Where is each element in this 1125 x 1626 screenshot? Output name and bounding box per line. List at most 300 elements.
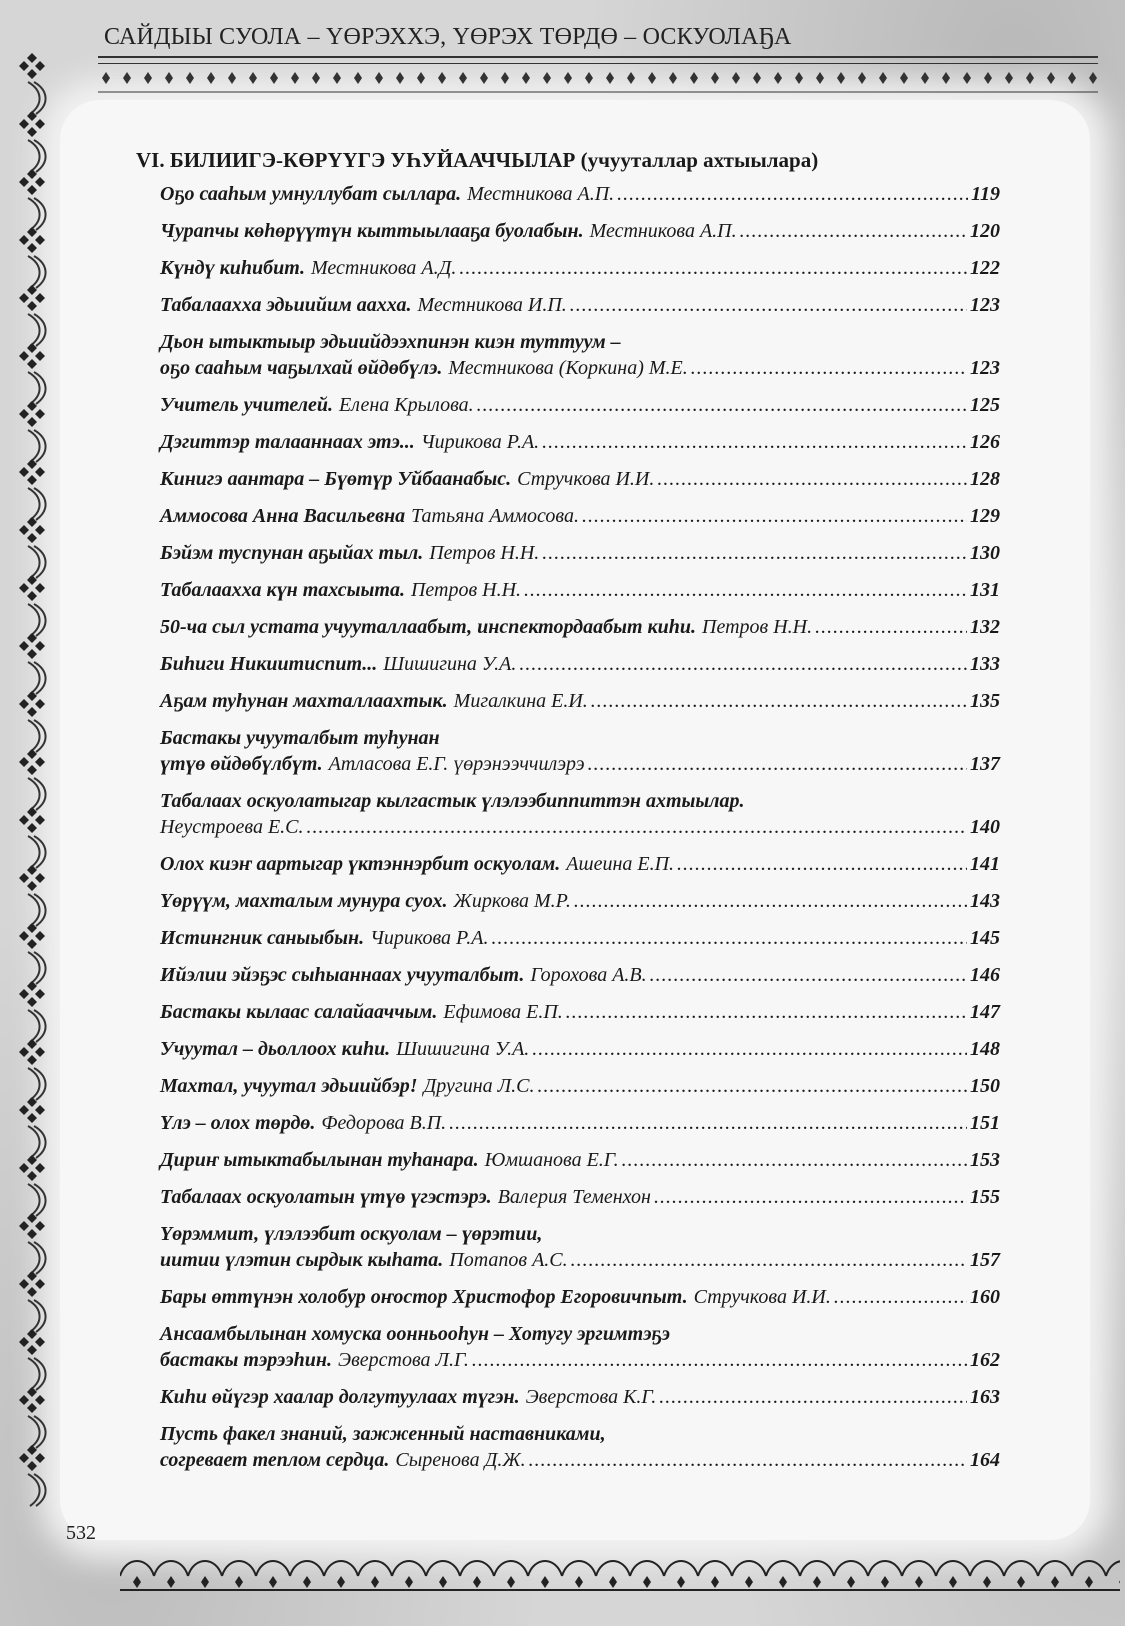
section-heading bbox=[136, 148, 1000, 173]
ornament-diamond bbox=[270, 72, 278, 84]
toc-entry-title: Олох киэҥ аартыгар үктэннэрбит оскуолам. bbox=[160, 853, 561, 875]
ornament-cluster bbox=[19, 1329, 46, 1390]
toc-entry bbox=[136, 1384, 1000, 1421]
toc-entry-author: Стручкова И.И. bbox=[517, 468, 655, 490]
ornament-cluster bbox=[19, 1271, 46, 1332]
toc-entry bbox=[136, 329, 1000, 392]
toc-entry-line bbox=[136, 1347, 1000, 1373]
ornament-cluster bbox=[19, 1387, 46, 1448]
dot-leader bbox=[492, 925, 968, 951]
toc-entry bbox=[136, 577, 1000, 614]
toc-entry-page: 133 bbox=[970, 653, 1000, 675]
toc-entry-line bbox=[136, 962, 1000, 988]
toc-entry-author: Другина Л.С. bbox=[423, 1075, 535, 1097]
toc-entry bbox=[136, 466, 1000, 503]
ornament-cluster bbox=[19, 865, 46, 926]
toc-entry-page: 162 bbox=[970, 1349, 1000, 1371]
ornament-arc bbox=[188, 1561, 222, 1576]
ornament-arc bbox=[1038, 1561, 1072, 1576]
toc-entry-line bbox=[136, 688, 1000, 714]
toc-entry bbox=[136, 392, 1000, 429]
dot-leader bbox=[472, 1347, 967, 1373]
ornament-cluster bbox=[19, 111, 46, 172]
toc-entry-line bbox=[136, 392, 1000, 418]
toc-entry-title: Кинигэ аантара – Бүөтүр Уйбаанабыс. bbox=[160, 468, 512, 490]
ornament-diamond bbox=[984, 72, 992, 84]
ornament-diamond bbox=[921, 72, 929, 84]
toc-entry-author: Местникова А.Д. bbox=[311, 257, 457, 279]
ornament-diamond bbox=[753, 72, 761, 84]
ornament-arc bbox=[834, 1561, 868, 1576]
toc-entry bbox=[136, 1421, 1000, 1484]
toc-entry-title: Бэйэм туспунан аҕыйах тыл. bbox=[160, 542, 424, 564]
toc-entry bbox=[136, 1147, 1000, 1184]
ornament-arc bbox=[324, 1561, 358, 1576]
toc-entry-title: үтүө өйдөбүлбүт. bbox=[160, 753, 323, 775]
page-number: 532 bbox=[66, 1522, 96, 1544]
ornament-arc bbox=[936, 1561, 970, 1576]
toc-entry-page: 151 bbox=[970, 1112, 1000, 1134]
ornament-cluster bbox=[19, 1039, 46, 1100]
toc-entry-title: Аҕам туһунан махталлаахтык. bbox=[160, 690, 448, 712]
toc-entry-title: оҕо сааһым чаҕылхай өйдөбүлэ. bbox=[160, 357, 443, 379]
dot-leader bbox=[566, 999, 967, 1025]
toc-entry-title-line: Бастакы учууталбыт туһунан bbox=[160, 727, 440, 749]
dot-leader bbox=[542, 540, 967, 566]
toc-entry-page: 153 bbox=[970, 1149, 1000, 1171]
toc-entry bbox=[136, 688, 1000, 725]
toc-entry-title: Оҕо сааһым умнуллубат сыллара. bbox=[160, 183, 462, 205]
ornament-diamond bbox=[669, 72, 677, 84]
ornament-diamond bbox=[417, 72, 425, 84]
ornament-cluster bbox=[19, 227, 46, 288]
ornament-arc bbox=[222, 1561, 256, 1576]
toc-entry bbox=[136, 725, 1000, 788]
toc-entry-page: 143 bbox=[970, 890, 1000, 912]
toc-entry-page: 160 bbox=[970, 1286, 1000, 1308]
dot-leader bbox=[834, 1284, 967, 1310]
ornament-diamond bbox=[648, 72, 656, 84]
toc-entry-page: 119 bbox=[971, 183, 1000, 205]
toc-entry-title: Чурапчы көһөрүүтүн кыттыылааҕа буолабын. bbox=[160, 220, 584, 242]
toc-entry-line bbox=[136, 503, 1000, 529]
toc-entry-page: 137 bbox=[970, 753, 1000, 775]
toc-entry-title: Дэгиттэр талааннаах этэ... bbox=[160, 431, 415, 453]
ornament-diamond bbox=[438, 72, 446, 84]
ornament-diamond bbox=[585, 72, 593, 84]
toc-entry bbox=[136, 1036, 1000, 1073]
ornament-diamond bbox=[1026, 72, 1034, 84]
toc-entry-title: Биһиги Никиитиспит... bbox=[160, 653, 378, 675]
toc-entry-title: Үөрүүм, махталым мунура суох. bbox=[160, 890, 448, 912]
table-of-contents bbox=[136, 148, 1000, 1484]
toc-entry-page: 131 bbox=[970, 579, 1000, 601]
toc-entry-line bbox=[136, 429, 1000, 455]
toc-entry-line bbox=[136, 925, 1000, 951]
ornament-diamond bbox=[606, 72, 614, 84]
toc-entry-author: Петров Н.Н. bbox=[429, 542, 540, 564]
ornament-cluster bbox=[19, 981, 46, 1042]
toc-entry-title: Күндү киһибит. bbox=[160, 257, 305, 279]
dot-leader bbox=[740, 218, 967, 244]
ornament-cluster bbox=[19, 575, 46, 636]
toc-entry-line bbox=[136, 751, 1000, 777]
ornament-diamond bbox=[774, 72, 782, 84]
toc-entry-author: Горохова А.В. bbox=[530, 964, 647, 986]
ornament-arc bbox=[868, 1561, 902, 1576]
dot-leader bbox=[591, 688, 967, 714]
toc-entry-author: Шишигина У.А. bbox=[383, 653, 517, 675]
ornament-diamond bbox=[1089, 72, 1097, 84]
toc-entry-page: 163 bbox=[970, 1386, 1000, 1408]
toc-entry-title: бастакы тэрээһин. bbox=[160, 1349, 332, 1371]
ornament-cluster bbox=[19, 1445, 46, 1506]
toc-entry-line bbox=[136, 1384, 1000, 1410]
toc-entry-title: Истингник саныыбын. bbox=[160, 927, 365, 949]
toc-entry-page: 130 bbox=[970, 542, 1000, 564]
toc-entry-line bbox=[136, 1447, 1000, 1473]
dot-leader bbox=[532, 1036, 967, 1062]
toc-entry-title: Аммосова Анна Васильевна bbox=[160, 505, 406, 527]
ornament-cluster bbox=[19, 401, 46, 462]
ornament-diamond bbox=[249, 72, 257, 84]
ornament-diamond bbox=[144, 72, 152, 84]
dot-leader bbox=[524, 577, 967, 603]
toc-entry-line bbox=[136, 218, 1000, 244]
ornament-cluster bbox=[19, 1097, 46, 1158]
ornament-arc bbox=[1004, 1561, 1038, 1576]
toc-entry-page: 146 bbox=[970, 964, 1000, 986]
toc-entry bbox=[136, 503, 1000, 540]
toc-entry-page: 155 bbox=[970, 1186, 1000, 1208]
toc-entry-page: 126 bbox=[970, 431, 1000, 453]
toc-entry-line bbox=[136, 181, 1000, 207]
ornament-arc bbox=[426, 1561, 460, 1576]
ornament-cluster bbox=[19, 749, 46, 810]
toc-entry-line bbox=[136, 614, 1000, 640]
toc-entry-author: Валерия Теменхон bbox=[497, 1186, 651, 1208]
ornament-arc bbox=[630, 1561, 664, 1576]
dot-leader bbox=[459, 255, 967, 281]
toc-entry-page: 145 bbox=[970, 927, 1000, 949]
toc-entry-title: Табалаахха күн тахсыыта. bbox=[160, 579, 405, 601]
ornament-diamond bbox=[501, 72, 509, 84]
dot-leader bbox=[654, 1184, 967, 1210]
dot-leader bbox=[307, 814, 968, 840]
ornament-cluster bbox=[19, 1155, 46, 1216]
ornament-diamond bbox=[900, 72, 908, 84]
toc-entry-page: 120 bbox=[970, 220, 1000, 242]
toc-entry bbox=[136, 614, 1000, 651]
dot-leader bbox=[477, 392, 967, 418]
toc-entry-line bbox=[136, 888, 1000, 914]
ornament-arc bbox=[1072, 1561, 1106, 1576]
toc-entry-title: Бастакы кылаас салайааччым. bbox=[160, 1001, 438, 1023]
dot-leader bbox=[538, 1073, 968, 1099]
toc-entry-line bbox=[136, 355, 1000, 381]
toc-entry-author: Шишигина У.А. bbox=[396, 1038, 530, 1060]
ornament-arc bbox=[256, 1561, 290, 1576]
ornament-arc bbox=[970, 1561, 1004, 1576]
toc-entry-title-line: Ансаамбылынан хомуска оонньооһун – Хотугу эргимтэҕэ bbox=[160, 1323, 670, 1345]
dot-leader bbox=[815, 614, 967, 640]
toc-entry-author: Неустроева Е.С. bbox=[160, 816, 304, 838]
ornament-cluster bbox=[19, 807, 46, 868]
ornament-diamond bbox=[522, 72, 530, 84]
ornament-diamond bbox=[480, 72, 488, 84]
ornament-diamond bbox=[732, 72, 740, 84]
ornament-cluster bbox=[19, 285, 46, 346]
toc-entry bbox=[136, 1073, 1000, 1110]
toc-entry-line bbox=[136, 651, 1000, 677]
toc-entry bbox=[136, 651, 1000, 688]
toc-entry bbox=[136, 925, 1000, 962]
toc-entry-page: 128 bbox=[970, 468, 1000, 490]
toc-entry-author: Местникова А.П. bbox=[589, 220, 737, 242]
toc-entry-page: 147 bbox=[970, 1001, 1000, 1023]
toc-entry-author: Петров Н.Н. bbox=[702, 616, 813, 638]
ornament-cluster bbox=[19, 343, 46, 404]
toc-entry-title: согревает теплом сердца. bbox=[160, 1449, 390, 1471]
ornament-diamond bbox=[564, 72, 572, 84]
toc-entry-page: 125 bbox=[970, 394, 1000, 416]
toc-entry-author: Местникова И.П. bbox=[417, 294, 567, 316]
ornament-cluster bbox=[19, 1213, 46, 1274]
ornament-diamond bbox=[711, 72, 719, 84]
ornament-arc bbox=[800, 1561, 834, 1576]
toc-entry-page: 157 bbox=[970, 1249, 1000, 1271]
toc-entry-line bbox=[136, 1036, 1000, 1062]
toc-entry bbox=[136, 962, 1000, 999]
ornament-diamond bbox=[312, 72, 320, 84]
left-border-ornament bbox=[8, 48, 68, 1508]
ornament-cluster bbox=[19, 517, 46, 578]
toc-entry-page: 140 bbox=[970, 816, 1000, 838]
toc-entry-title-line: Үөрэммит, үлэлээбит оскуолам – үөрэтии, bbox=[160, 1223, 543, 1245]
toc-entry-author: Татьяна Аммосова. bbox=[411, 505, 579, 527]
toc-entry-title: 50-ча сыл устата учууталлаабыт, инспектордаабыт киһи. bbox=[160, 616, 697, 638]
ornament-diamond bbox=[228, 72, 236, 84]
ornament-arc bbox=[528, 1561, 562, 1576]
toc-entry bbox=[136, 429, 1000, 466]
dot-leader bbox=[574, 888, 967, 914]
toc-entry bbox=[136, 255, 1000, 292]
ornament-arc bbox=[1106, 1561, 1120, 1576]
toc-entry-line bbox=[136, 466, 1000, 492]
ornament-diamond bbox=[102, 72, 110, 84]
ornament-diamond bbox=[207, 72, 215, 84]
section-subtitle: (учууталлар ахтыылара) bbox=[580, 148, 819, 172]
toc-entry-author: Чирикова Р.А. bbox=[370, 927, 489, 949]
toc-entry-list bbox=[136, 181, 1000, 1484]
dot-leader bbox=[659, 1384, 967, 1410]
toc-entry-author: Эверстова Л.Г. bbox=[337, 1349, 469, 1371]
toc-entry bbox=[136, 1284, 1000, 1321]
toc-entry-title: Учуутал – дьоллоох киһи. bbox=[160, 1038, 391, 1060]
ornament-cluster bbox=[19, 459, 46, 520]
toc-entry bbox=[136, 1110, 1000, 1147]
dot-leader bbox=[677, 851, 967, 877]
running-header: САЙДЫЫ СУОЛА – ҮӨРЭХХЭ, ҮӨРЭХ ТӨРДӨ – ОСКУОЛАҔА bbox=[104, 24, 792, 50]
ornament-diamond bbox=[1068, 72, 1076, 84]
toc-entry-author: Сыренова Д.Ж. bbox=[395, 1449, 526, 1471]
ornament-cluster bbox=[19, 923, 46, 984]
toc-entry bbox=[136, 888, 1000, 925]
ornament-cluster bbox=[19, 633, 46, 694]
toc-entry-line bbox=[136, 540, 1000, 566]
header-ornament bbox=[98, 66, 1098, 94]
toc-entry-author: Потапов А.С. bbox=[449, 1249, 568, 1271]
toc-entry-title-line: Пусть факел знаний, зажженный наставниками, bbox=[160, 1423, 606, 1445]
ornament-arc bbox=[290, 1561, 324, 1576]
toc-entry-line bbox=[136, 255, 1000, 281]
toc-entry bbox=[136, 851, 1000, 888]
toc-entry-page: 122 bbox=[970, 257, 1000, 279]
ornament-arc bbox=[358, 1561, 392, 1576]
dot-leader bbox=[622, 1147, 967, 1173]
toc-entry-page: 164 bbox=[970, 1449, 1000, 1471]
ornament-diamond bbox=[963, 72, 971, 84]
toc-entry-title: Табалаахха эдьиийим аахха. bbox=[160, 294, 412, 316]
toc-entry-author: Эверстова К.Г. bbox=[525, 1386, 657, 1408]
dot-leader bbox=[571, 1247, 967, 1273]
ornament-diamond bbox=[1047, 72, 1055, 84]
toc-entry-title: Дириҥ ытыктабылынан туһанара. bbox=[160, 1149, 479, 1171]
ornament-diamond bbox=[795, 72, 803, 84]
dot-leader bbox=[449, 1110, 967, 1136]
toc-entry-line bbox=[136, 1073, 1000, 1099]
ornament-diamond bbox=[375, 72, 383, 84]
toc-entry-line bbox=[136, 814, 1000, 840]
dot-leader bbox=[542, 429, 967, 455]
toc-entry-author: Чирикова Р.А. bbox=[420, 431, 540, 453]
dot-leader bbox=[691, 355, 967, 381]
ornament-diamond bbox=[459, 72, 467, 84]
ornament-arc bbox=[120, 1561, 154, 1576]
toc-entry-author: Местникова А.П. bbox=[467, 183, 615, 205]
header-rule-thin bbox=[98, 63, 1098, 64]
ornament-arc bbox=[562, 1561, 596, 1576]
toc-entry-line bbox=[136, 1184, 1000, 1210]
dot-leader bbox=[617, 181, 968, 207]
toc-entry-page: 123 bbox=[970, 294, 1000, 316]
toc-entry-author: Мигалкина Е.И. bbox=[453, 690, 588, 712]
toc-entry-line bbox=[136, 292, 1000, 318]
toc-entry-page: 132 bbox=[970, 616, 1000, 638]
toc-entry-title: Киһи өйүгэр хаалар долгутуулаах түгэн. bbox=[160, 1386, 520, 1408]
dot-leader bbox=[570, 292, 967, 318]
ornament-arc bbox=[902, 1561, 936, 1576]
ornament-diamond bbox=[627, 72, 635, 84]
ornament-diamond bbox=[165, 72, 173, 84]
ornament-arc bbox=[154, 1561, 188, 1576]
toc-entry-author: Жиркова М.Р. bbox=[453, 890, 571, 912]
toc-entry bbox=[136, 540, 1000, 577]
ornament-diamond bbox=[333, 72, 341, 84]
toc-entry-page: 123 bbox=[970, 357, 1000, 379]
toc-entry-author: Юмшанова Е.Г. bbox=[484, 1149, 619, 1171]
toc-entry-line bbox=[136, 1284, 1000, 1310]
toc-entry bbox=[136, 292, 1000, 329]
footer-ornament bbox=[120, 1546, 1120, 1596]
toc-entry bbox=[136, 1184, 1000, 1221]
toc-entry bbox=[136, 218, 1000, 255]
dot-leader bbox=[588, 751, 967, 777]
header-rule bbox=[98, 56, 1098, 58]
toc-entry-page: 150 bbox=[970, 1075, 1000, 1097]
toc-entry-line bbox=[136, 577, 1000, 603]
ornament-diamond bbox=[816, 72, 824, 84]
toc-entry-title: Учитель учителей. bbox=[160, 394, 334, 416]
ornament-cluster bbox=[19, 169, 46, 230]
ornament-arc bbox=[698, 1561, 732, 1576]
ornament-diamond bbox=[1005, 72, 1013, 84]
toc-entry-title: Ийэлии эйэҕэс сыһыаннаах учууталбыт. bbox=[160, 964, 525, 986]
toc-entry bbox=[136, 1221, 1000, 1284]
ornament-arc bbox=[596, 1561, 630, 1576]
toc-entry-author: Стручкова И.И. bbox=[693, 1286, 831, 1308]
toc-entry-author: Петров Н.Н. bbox=[410, 579, 522, 601]
ornament-arc bbox=[664, 1561, 698, 1576]
ornament-diamond bbox=[354, 72, 362, 84]
toc-entry bbox=[136, 1321, 1000, 1384]
ornament-diamond bbox=[837, 72, 845, 84]
ornament-arc bbox=[732, 1561, 766, 1576]
dot-leader bbox=[657, 466, 967, 492]
ornament-cluster bbox=[19, 691, 46, 752]
dot-leader bbox=[529, 1447, 967, 1473]
toc-entry-author: Атласова Е.Г. үөрэнээччилэрэ bbox=[328, 753, 585, 775]
toc-entry-page: 148 bbox=[970, 1038, 1000, 1060]
toc-entry-line bbox=[136, 851, 1000, 877]
toc-entry bbox=[136, 181, 1000, 218]
ornament-arc bbox=[460, 1561, 494, 1576]
dot-leader bbox=[582, 503, 967, 529]
ornament-diamond bbox=[123, 72, 131, 84]
ornament-diamond bbox=[879, 72, 887, 84]
toc-entry-title-line: Табалаах оскуолатыгар кылгастык үлэлээбиппиттэн ахтыылар. bbox=[160, 790, 745, 812]
ornament-diamond bbox=[543, 72, 551, 84]
toc-entry bbox=[136, 788, 1000, 851]
toc-entry-title: иитии үлэтин сырдык кыһата. bbox=[160, 1249, 444, 1271]
ornament-diamond bbox=[942, 72, 950, 84]
section-title: VI. БИЛИИГЭ-КӨРҮҮГЭ УҺУЙААЧЧЫЛАР bbox=[136, 148, 576, 172]
toc-entry-author: Елена Крылова. bbox=[339, 394, 474, 416]
dot-leader bbox=[519, 651, 967, 677]
ornament-diamond bbox=[186, 72, 194, 84]
toc-entry-page: 129 bbox=[970, 505, 1000, 527]
ornament-cluster bbox=[19, 53, 46, 114]
toc-entry bbox=[136, 999, 1000, 1036]
toc-entry-author: Федорова В.П. bbox=[321, 1112, 447, 1134]
toc-entry-line bbox=[136, 1147, 1000, 1173]
ornament-arc bbox=[494, 1561, 528, 1576]
toc-entry-title: Махтал, учуутал эдьиийбэр! bbox=[160, 1075, 418, 1097]
toc-entry-title: Үлэ – олох төрдө. bbox=[160, 1112, 316, 1134]
toc-entry-line bbox=[136, 1247, 1000, 1273]
toc-entry-line bbox=[136, 999, 1000, 1025]
toc-entry-author: Местникова (Коркина) М.Е. bbox=[448, 357, 688, 379]
ornament-diamond bbox=[858, 72, 866, 84]
toc-entry-author: Ашеина Е.П. bbox=[566, 853, 675, 875]
toc-entry-page: 135 bbox=[970, 690, 1000, 712]
toc-entry-page: 141 bbox=[970, 853, 1000, 875]
ornament-arc bbox=[766, 1561, 800, 1576]
toc-entry-line bbox=[136, 1110, 1000, 1136]
toc-entry-title: Табалаах оскуолатын үтүө үгэстэрэ. bbox=[160, 1186, 492, 1208]
dot-leader bbox=[650, 962, 967, 988]
toc-entry-title: Бары өттүнэн холобур оҥостор Христофор Егоровичпыт. bbox=[160, 1286, 688, 1308]
